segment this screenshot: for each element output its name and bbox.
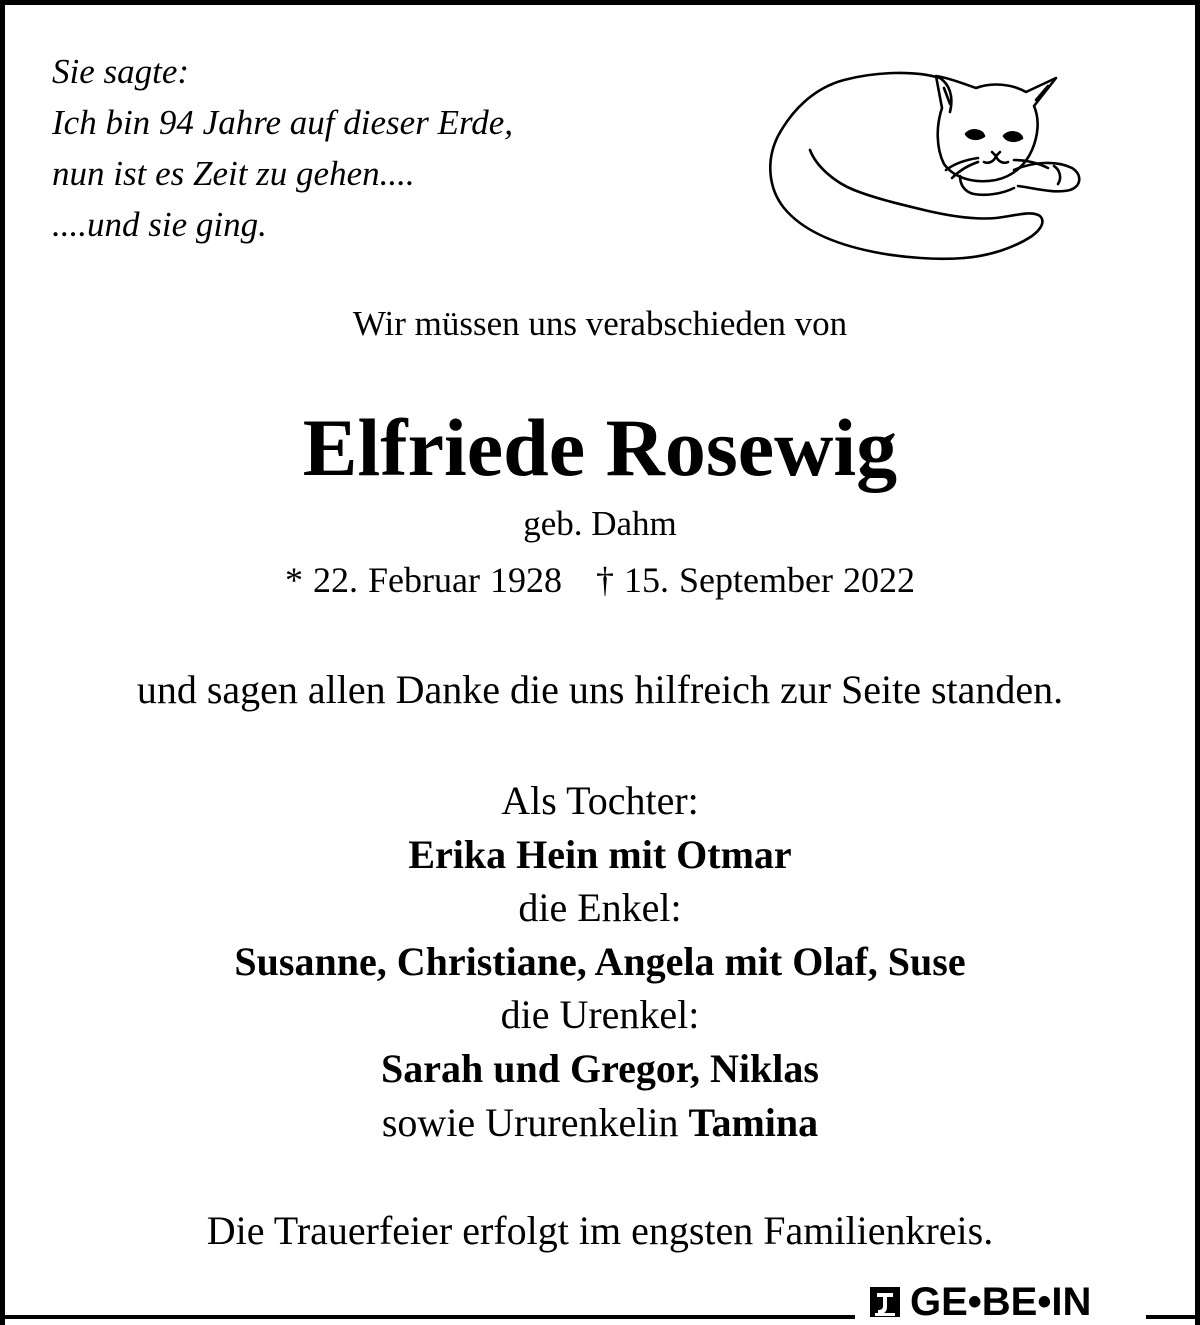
intro-text: Wir müssen uns verabschieden von xyxy=(352,304,848,343)
quote-line: nun ist es Zeit zu gehen.... xyxy=(52,154,415,193)
maiden-name: geb. Dahm xyxy=(523,504,677,543)
publisher-logo xyxy=(866,1281,1091,1323)
daughter-name: Erika Hein mit Otmar xyxy=(408,831,792,877)
cat-illustration-icon xyxy=(764,70,1084,266)
logo-text: GE•BE•IN xyxy=(910,1280,1092,1324)
gebein-logo-icon xyxy=(866,1283,904,1321)
life-dates xyxy=(0,557,1200,603)
great-grandchildren-label: die Urenkel: xyxy=(500,992,700,1038)
great-grandchildren-names: Sarah und Gregor, Niklas xyxy=(381,1045,819,1091)
daughter-label: Als Tochter: xyxy=(501,778,699,823)
grandchildren-label: die Enkel: xyxy=(518,885,682,931)
great-great-grandchild-name: Tamina xyxy=(688,1099,819,1145)
family-list xyxy=(0,774,1200,1149)
thanks-text: und sagen allen Danke die uns hilfreich zur Seite standen. xyxy=(136,667,1064,712)
great-great-grandchild-line xyxy=(0,1096,1200,1150)
death-date: † 15. September 2022 xyxy=(596,560,915,600)
closing-text: Die Trauerfeier erfolgt im engsten Familienkreis. xyxy=(206,1208,994,1253)
grandchildren-names: Susanne, Christiane, Angela mit Olaf, Suse xyxy=(234,938,966,984)
quote-line: ....und sie ging. xyxy=(52,205,267,244)
deceased-name: Elfriede Rosewig xyxy=(302,402,898,493)
birth-date: * 22. Februar 1928 xyxy=(285,560,562,600)
quote xyxy=(52,46,513,250)
bottom-rule-left xyxy=(0,1315,855,1319)
quote-line: Sie sagte: xyxy=(52,52,190,91)
bottom-rule-right xyxy=(1146,1315,1200,1319)
quote-line: Ich bin 94 Jahre auf dieser Erde, xyxy=(52,103,514,142)
great-great-label: sowie Ururenkelin xyxy=(381,1099,679,1145)
